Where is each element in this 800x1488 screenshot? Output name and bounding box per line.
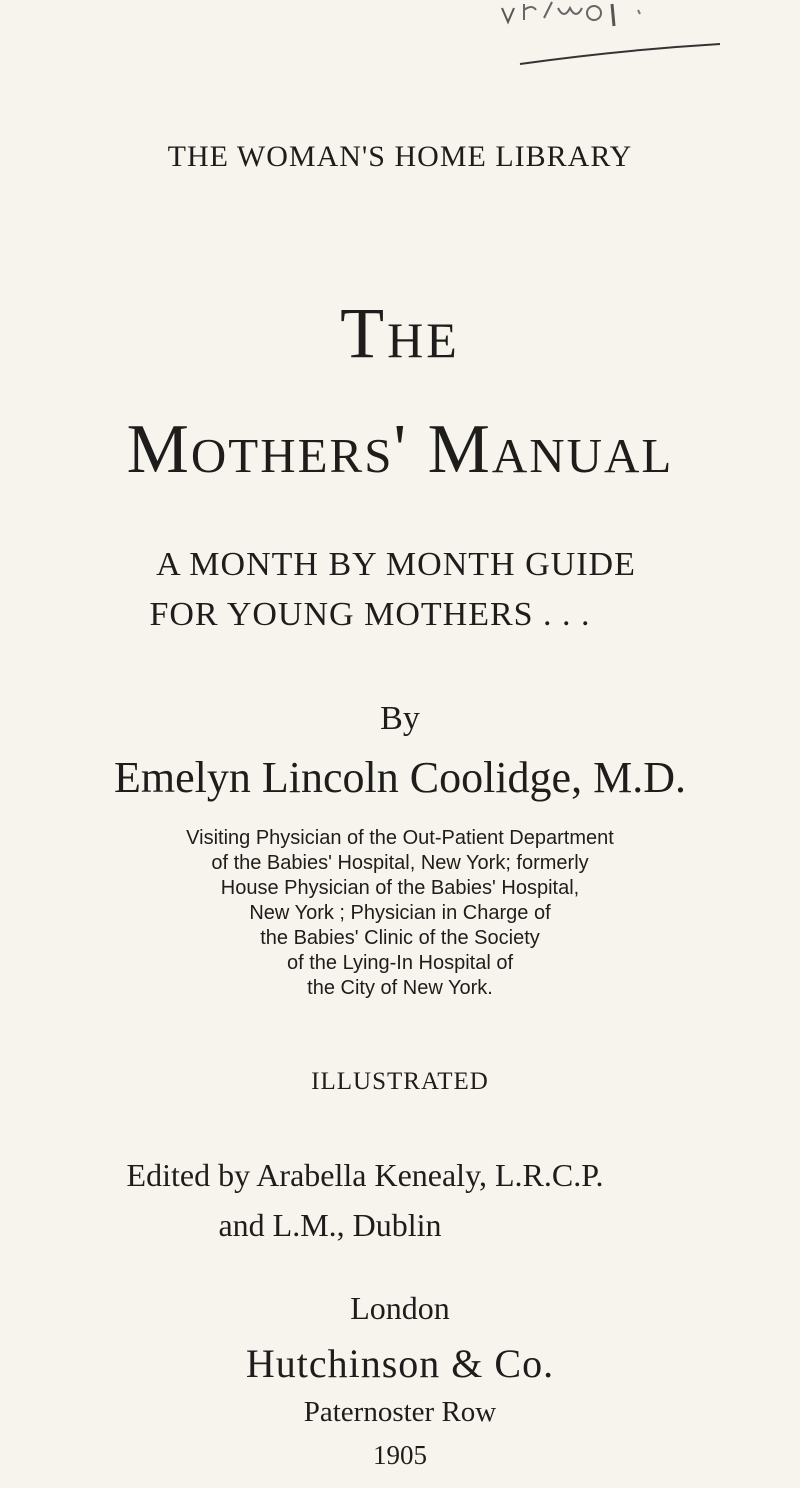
imprint-publisher: Hutchinson & Co.: [245, 1341, 555, 1386]
credentials-line: Visiting Physician of the Out-Patient Department: [186, 827, 614, 849]
imprint-street: Paternoster Row: [303, 1396, 497, 1428]
subtitle-line-1: A MONTH BY MONTH GUIDE: [156, 546, 636, 583]
series-title: THE WOMAN'S HOME LIBRARY: [167, 140, 633, 173]
book-title-line-2: Mothers' Manual: [126, 411, 674, 488]
editor-credit: [0, 1150, 800, 1250]
credentials-line: of the Lying-In Hospital of: [286, 952, 514, 974]
author-credentials: [0, 826, 800, 1001]
book-title-line-1: The: [340, 293, 460, 373]
imprint-city: London: [350, 1290, 450, 1326]
credentials-line: the Babies' Clinic of the Society: [260, 927, 540, 949]
by-label: By: [380, 700, 420, 737]
editor-line-1: Edited by Arabella Kenealy, L.R.C.P.: [126, 1157, 604, 1193]
author-name: Emelyn Lincoln Coolidge, M.D.: [114, 753, 686, 802]
credentials-line: the City of New York.: [307, 977, 493, 999]
credentials-line: of the Babies' Hospital, New York; formerly: [211, 852, 589, 874]
illustrated-label: ILLUSTRATED: [311, 1068, 489, 1095]
credentials-line: New York ; Physician in Charge of: [249, 902, 551, 924]
subtitle: [0, 540, 800, 640]
credentials-line: House Physician of the Babies' Hospital,: [220, 877, 580, 899]
imprint-year: 1905: [373, 1440, 427, 1470]
handwritten-inscription-mark: [500, 0, 740, 70]
editor-line-2: and L.M., Dublin: [218, 1207, 442, 1243]
subtitle-line-2: FOR YOUNG MOTHERS . . .: [149, 596, 591, 633]
